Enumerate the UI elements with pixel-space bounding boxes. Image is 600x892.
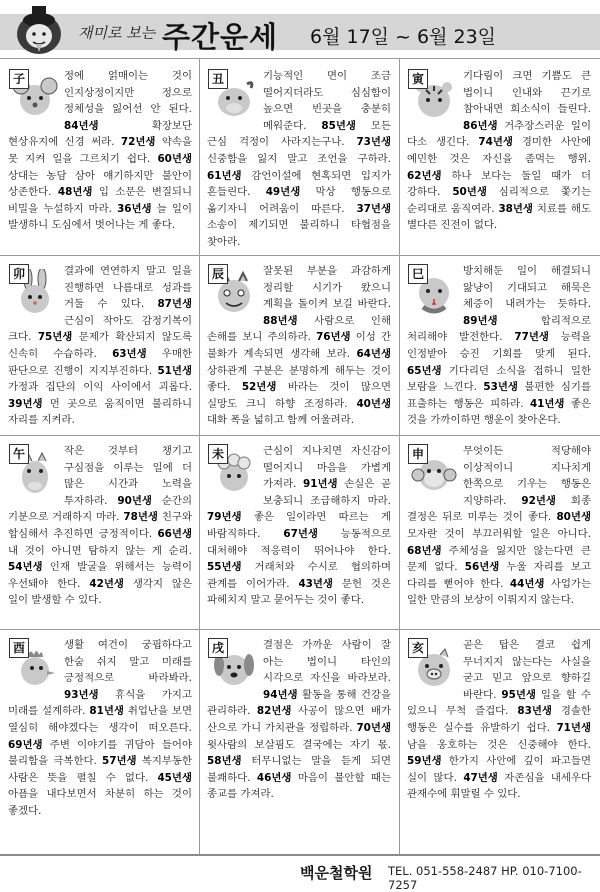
grid-divider [0, 435, 600, 436]
fortune-text: 문제가 확산되지 않도록 신속히 수습하라. [8, 331, 192, 360]
snake-zodiac-icon [407, 263, 457, 315]
fortune-text: 취업난을 보면 열심히 해야겠다는 생각이 떠오른다. [8, 705, 192, 734]
birth-year-label: 54년생 [8, 561, 43, 574]
fortune-text: 경솔한 행동은 실수를 유발하기 쉽다. [407, 705, 591, 734]
fortune-text: 곧은 탑은 결코 쉽게 무너지지 않는다는 사실을 굳고 믿고 앞으로 향하길 바란다. [463, 639, 591, 701]
fortune-text: 치료를 해도 별다른 진전이 없다. [407, 202, 591, 232]
fortune-text: 사업가는 일한 만큼의 보상이 이뤄지지 않는다. [407, 577, 591, 607]
horoscope-cell-rabbit [8, 263, 192, 433]
birth-year-label: 67년생 [283, 527, 318, 540]
fortune-text: 근심이 작아도 감정기복이 크다. [8, 314, 192, 344]
birth-year-label: 92년생 [521, 494, 556, 507]
fortune-text: 능력을 인정받아 승진 기회를 맞게 된다. [407, 331, 591, 360]
birth-year-label: 46년생 [256, 771, 292, 784]
horoscope-text [207, 263, 391, 429]
horoscope-grid [0, 58, 600, 854]
birth-year-label: 40년생 [356, 397, 391, 410]
horoscope-text [8, 637, 192, 820]
tiger-zodiac-icon [407, 68, 457, 120]
birth-year-label: 58년생 [207, 755, 242, 768]
fortune-text: 방치해둔 일이 해결되니 앓냥이 기대되고 해묵은 체증이 내려가는 듯하다. [463, 265, 591, 311]
horoscope-cell-ox [207, 68, 391, 252]
birth-year-label: 41년생 [529, 397, 565, 410]
horoscope-cell-monkey [407, 443, 591, 629]
birth-year-label: 71년생 [556, 721, 591, 734]
horoscope-cell-snake [407, 263, 591, 433]
fortune-text: 불편한 심기를 표출하는 행동은 피하라. [407, 381, 591, 410]
zodiac-sign-badge: 戌 [208, 638, 228, 658]
fortune-text: 누울 자리를 보고 다리를 뻗어야 한다. [407, 561, 591, 590]
birth-year-label: 38년생 [498, 202, 533, 215]
header [0, 0, 600, 58]
fortune-text: 모든 근심 걱정이 사라지는구나. [207, 119, 391, 149]
fortune-text: 순간의 기분으로 거래하지 마라. [8, 494, 192, 524]
horoscope-cell-horse [8, 443, 192, 629]
birth-year-label: 74년생 [478, 136, 513, 149]
footer-divider [0, 854, 600, 856]
sheep-zodiac-icon [207, 443, 257, 495]
rabbit-zodiac-icon [8, 263, 58, 315]
fortune-text: 좋은 것을 가까이하면 행운이 찾아온다. [407, 397, 591, 427]
horoscope-text [8, 443, 192, 609]
fortune-text: 마음이 불안할 때는 종교를 가져라. [207, 771, 391, 801]
fortune-teller-logo-icon [10, 4, 68, 56]
academy-name: 백운철학원 [300, 864, 373, 882]
fortune-text: 가정과 집단의 이익 사이에서 괴롭다. [8, 381, 192, 394]
horoscope-cell-tiger [407, 68, 591, 252]
fortune-text: 거추장스러운 일이 다소 생긴다. [407, 119, 591, 149]
fortune-text: 상대는 농담 삼아 얘기하지만 불안이 상존한다. [8, 169, 192, 199]
zodiac-sign-badge: 午 [9, 444, 29, 464]
fortune-text: 주변 이야기를 귀담아 들어야 불리함을 극복한다. [8, 738, 192, 768]
birth-year-label: 65년생 [407, 364, 442, 377]
birth-year-label: 93년생 [64, 688, 99, 701]
fortune-text: 윗사람의 보살핌도 결국에는 자기 몫. [207, 738, 391, 751]
birth-year-label: 91년생 [303, 478, 338, 491]
fortune-text: 소송이 제기되면 불리하니 타협점을 찾아라. [207, 219, 391, 248]
fortune-text: 기능적인 면이 조금 떨어지더라도 심심함이 높으면 빈곳을 충분히 메워준다. [263, 70, 391, 132]
fortune-text: 기다리던 소식을 접하니 일한 보람을 느낀다. [407, 364, 591, 394]
fortune-text: 활동을 통해 건강을 관리하라. [207, 688, 391, 718]
horoscope-text [207, 443, 391, 609]
birth-year-label: 70년생 [356, 721, 391, 734]
fortune-text: 확장보단 현상유지에 신경 써라. [8, 119, 192, 149]
grid-divider [199, 58, 200, 854]
birth-year-label: 43년생 [298, 577, 333, 590]
birth-year-label: 57년생 [102, 755, 137, 768]
fortune-text: 모자란 것이 부끄러워할 일은 아니다. [407, 527, 591, 540]
birth-year-label: 68년생 [407, 544, 442, 557]
birth-year-label: 80년생 [556, 511, 591, 524]
zodiac-sign-badge: 辰 [208, 264, 228, 284]
fortune-text: 손실은 곧 보충되니 조급해하지 마라. [263, 478, 391, 507]
birth-year-label: 56년생 [464, 561, 500, 574]
fortune-text: 대화 폭을 넓히고 함께 어울려라. [207, 414, 354, 427]
birth-year-label: 37년생 [356, 202, 391, 215]
zodiac-sign-badge: 亥 [408, 638, 428, 658]
zodiac-sign-badge: 申 [408, 444, 428, 464]
horoscope-text [207, 68, 391, 251]
birth-year-label: 69년생 [8, 738, 43, 751]
fortune-text: 사공이 많으면 배가 산으로 가니 가치관을 정립하라. [207, 705, 391, 734]
birth-year-label: 50년생 [452, 186, 487, 199]
grid-divider [399, 58, 400, 854]
grid-divider [0, 58, 600, 59]
birth-year-label: 77년생 [514, 331, 549, 344]
fortune-text: 작은 것부터 챙기고 구심점을 이루는 일에 더 많은 시간과 노력을 투자하라. [64, 445, 192, 507]
horoscope-cell-sheep [207, 443, 391, 629]
birth-year-label: 81년생 [89, 705, 124, 718]
fortune-text: 기다림이 크면 기쁨도 큰 법이니 인내와 끈기로 참아내면 희소식이 들린다. [463, 70, 591, 116]
zodiac-sign-badge: 未 [208, 444, 228, 464]
horoscope-text [407, 637, 591, 803]
birth-year-label: 78년생 [123, 511, 158, 524]
fortune-text: 회종 결정은 뒤로 미루는 것이 좋다. [407, 494, 591, 524]
birth-year-label: 82년생 [256, 705, 292, 718]
fortune-text: 능동적으로 대처해야 적응력이 뛰어나야 한다. [207, 527, 391, 557]
fortune-text: 생각지 않은 일이 발생할 수 있다. [8, 577, 192, 607]
fortune-text: 결점은 가까운 사람이 잘 아는 법이니 타인의 시각으로 자신을 바라보라. [263, 639, 391, 685]
birth-year-label: 72년생 [120, 136, 156, 149]
fortune-text: 주체성을 잃지만 않는다면 큰 문제 없다. [407, 544, 591, 574]
birth-year-label: 59년생 [407, 755, 442, 768]
fortune-text: 자존심을 내세우다 관재수에 휘말릴 수 있다. [407, 771, 591, 801]
horoscope-cell-mouse [8, 68, 192, 252]
zodiac-sign-badge: 卯 [9, 264, 29, 284]
contact-info: TEL. 051-558-2487 HP. 010-7100-7257 [388, 864, 582, 892]
fortune-text: 하나 보다는 둘일 때가 더 강하다. [407, 169, 591, 199]
fortune-text: 무엇이든 적당해야 이상적이니 지나치게 한쪽으로 기우는 행동은 지양하라. [463, 445, 591, 507]
fortune-text: 늘 일이 발생하니 도심에서 벗어나는 게 좋다. [8, 202, 192, 232]
birth-year-label: 51년생 [157, 364, 192, 377]
birth-year-label: 60년생 [157, 152, 192, 165]
horoscope-cell-dragon [207, 263, 391, 433]
birth-year-label: 47년생 [463, 771, 498, 784]
page-title: 주간운세 [162, 20, 279, 54]
birth-year-label: 53년생 [483, 381, 518, 394]
birth-year-label: 45년생 [157, 771, 192, 784]
rooster-zodiac-icon [8, 637, 58, 689]
zodiac-sign-badge: 子 [9, 69, 29, 89]
zodiac-sign-badge: 巳 [408, 264, 428, 284]
birth-year-label: 36년생 [117, 202, 152, 215]
birth-year-label: 66년생 [157, 527, 192, 540]
horoscope-text [8, 68, 192, 234]
fortune-text: 복지부동한 사람은 뜻을 펼칠 수 없다. [8, 755, 192, 784]
birth-year-label: 49년생 [265, 186, 301, 199]
fortune-text: 신중함을 잃지 말고 조언을 구하라. [207, 152, 391, 165]
birth-year-label: 73년생 [356, 136, 391, 149]
fortune-text: 상하관계 구분은 분명하게 해두는 것이 좋다. [207, 364, 391, 394]
fortune-text: 우매한 판단으로 진행이 지지부진하다. [8, 347, 192, 377]
fortune-text: 휴식을 가지고 미래를 설계하라. [8, 688, 192, 718]
fortune-text: 먼 곳으로 움직이면 불리하니 자리를 지켜라. [8, 397, 192, 427]
fortune-text: 입 소문은 변질되니 비밀을 누설하지 마라. [8, 186, 192, 215]
fortune-text: 남을 옹호하는 것은 신중해야 한다. [407, 738, 591, 751]
zodiac-sign-badge: 寅 [408, 69, 428, 89]
fortune-text: 이성 간 불화가 계속되면 생각해 보라. [207, 331, 391, 360]
fortune-text: 좋은 일이라면 따르는 게 바람직하다. [207, 511, 391, 540]
birth-year-label: 39년생 [8, 397, 43, 410]
birth-year-label: 55년생 [207, 561, 242, 574]
horse-zodiac-icon [8, 443, 58, 495]
fortune-text: 잘못된 부분을 과감하게 정리할 시기가 왔으니 계획을 돌이켜 보길 바란다. [263, 265, 391, 311]
fortune-text: 친구와 합심해서 추진하면 긍정적이다. [8, 511, 192, 540]
birth-year-label: 88년생 [263, 314, 298, 327]
birth-year-label: 89년생 [463, 314, 498, 327]
fortune-text: 합리적으로 처리해야 발전한다. [407, 314, 591, 344]
header-kicker: 재미로 보는 [78, 24, 156, 42]
horoscope-cell-dog [207, 637, 391, 849]
birth-year-label: 44년생 [509, 577, 545, 590]
birth-year-label: 75년생 [37, 331, 73, 344]
fortune-text: 문헌 것은 파헤치지 말고 묻어두는 것이 좋다. [207, 577, 391, 607]
fortune-text: 정에 얽매이는 것이 인지상정이지만 정으로 정체성을 잃어선 안 된다. [64, 70, 192, 116]
monkey-zodiac-icon [407, 443, 457, 495]
footer [0, 854, 600, 892]
fortune-text: 아픔을 내다보면서 차분히 하는 것이 좋겠다. [8, 788, 192, 817]
birth-year-label: 63년생 [112, 347, 147, 360]
zodiac-sign-badge: 丑 [208, 69, 228, 89]
birth-year-label: 62년생 [407, 169, 442, 182]
birth-year-label: 86년생 [463, 119, 498, 132]
zodiac-sign-badge: 酉 [9, 638, 29, 658]
birth-year-label: 76년생 [316, 331, 351, 344]
horoscope-cell-pig [407, 637, 591, 849]
fortune-text: 약속을 못 지켜 일을 그르치기 쉽다. [8, 136, 192, 165]
birth-year-label: 79년생 [207, 511, 242, 524]
birth-year-label: 48년생 [57, 186, 93, 199]
fortune-text: 생활 여건이 궁핍하다고 한숨 쉬지 말고 미래를 긍정적으로 바라봐라. [64, 639, 192, 685]
birth-year-label: 87년생 [157, 298, 192, 311]
mouse-zodiac-icon [8, 68, 58, 120]
fortune-text: 터무니없는 말을 듣게 되면 불쾌하다. [207, 755, 391, 784]
birth-year-label: 90년생 [117, 494, 152, 507]
fortune-text: 인재 발굴을 위해서는 능력이 우선돼야 한다. [8, 561, 192, 590]
dragon-zodiac-icon [207, 263, 257, 315]
ox-zodiac-icon [207, 68, 257, 120]
horoscope-text [8, 263, 192, 429]
birth-year-label: 42년생 [89, 577, 124, 590]
birth-year-label: 95년생 [501, 688, 536, 701]
horoscope-text [407, 263, 591, 429]
fortune-text: 한가지 사안에 깊이 파고들면 실이 많다. [407, 755, 591, 784]
date-range: 6월 17일 ~ 6월 23일 [310, 26, 497, 48]
fortune-text: 막상 행동으로 옮기자니 어려움이 따른다. [207, 186, 391, 215]
pig-zodiac-icon [407, 637, 457, 689]
horoscope-text [207, 637, 391, 803]
dog-zodiac-icon [207, 637, 257, 689]
fortune-text: 감언이설에 현혹되면 입지가 흔들린다. [207, 169, 391, 199]
grid-divider [0, 255, 600, 256]
fortune-text: 일을 할 수 있으니 무척 즐겁다. [407, 688, 591, 718]
fortune-text: 내 것이 아니면 탐하지 않는 게 순리. [8, 544, 192, 557]
fortune-text: 결과에 연연하지 말고 일을 진행하면 나름대로 성과를 거둘 수 있다. [64, 265, 192, 311]
fortune-text: 바라는 것이 많으면 실망도 크니 하향 조정하라. [207, 381, 391, 410]
birth-year-label: 61년생 [207, 169, 242, 182]
birth-year-label: 94년생 [263, 688, 298, 701]
horoscope-cell-rooster [8, 637, 192, 849]
fortune-text: 사람으로 인해 손해를 보니 주의하라. [207, 314, 391, 344]
fortune-text: 경미한 사안에 예민한 것은 자신을 좀먹는 행위. [407, 136, 591, 165]
fortune-text: 심리적으로 쫓기는 순리대로 움직여라. [407, 186, 591, 215]
birth-year-label: 83년생 [517, 705, 552, 718]
birth-year-label: 84년생 [64, 119, 99, 132]
birth-year-label: 85년생 [321, 119, 356, 132]
birth-year-label: 64년생 [356, 347, 391, 360]
horoscope-text [407, 443, 591, 609]
fortune-text: 거래처와 수시로 협의하며 관계를 이어가라. [207, 561, 391, 590]
fortune-text: 근심이 지나치면 자신감이 떨어지니 마음을 가볍게 가져라. [263, 445, 391, 491]
birth-year-label: 52년생 [241, 381, 277, 394]
horoscope-text [407, 68, 591, 234]
grid-divider [0, 629, 600, 630]
